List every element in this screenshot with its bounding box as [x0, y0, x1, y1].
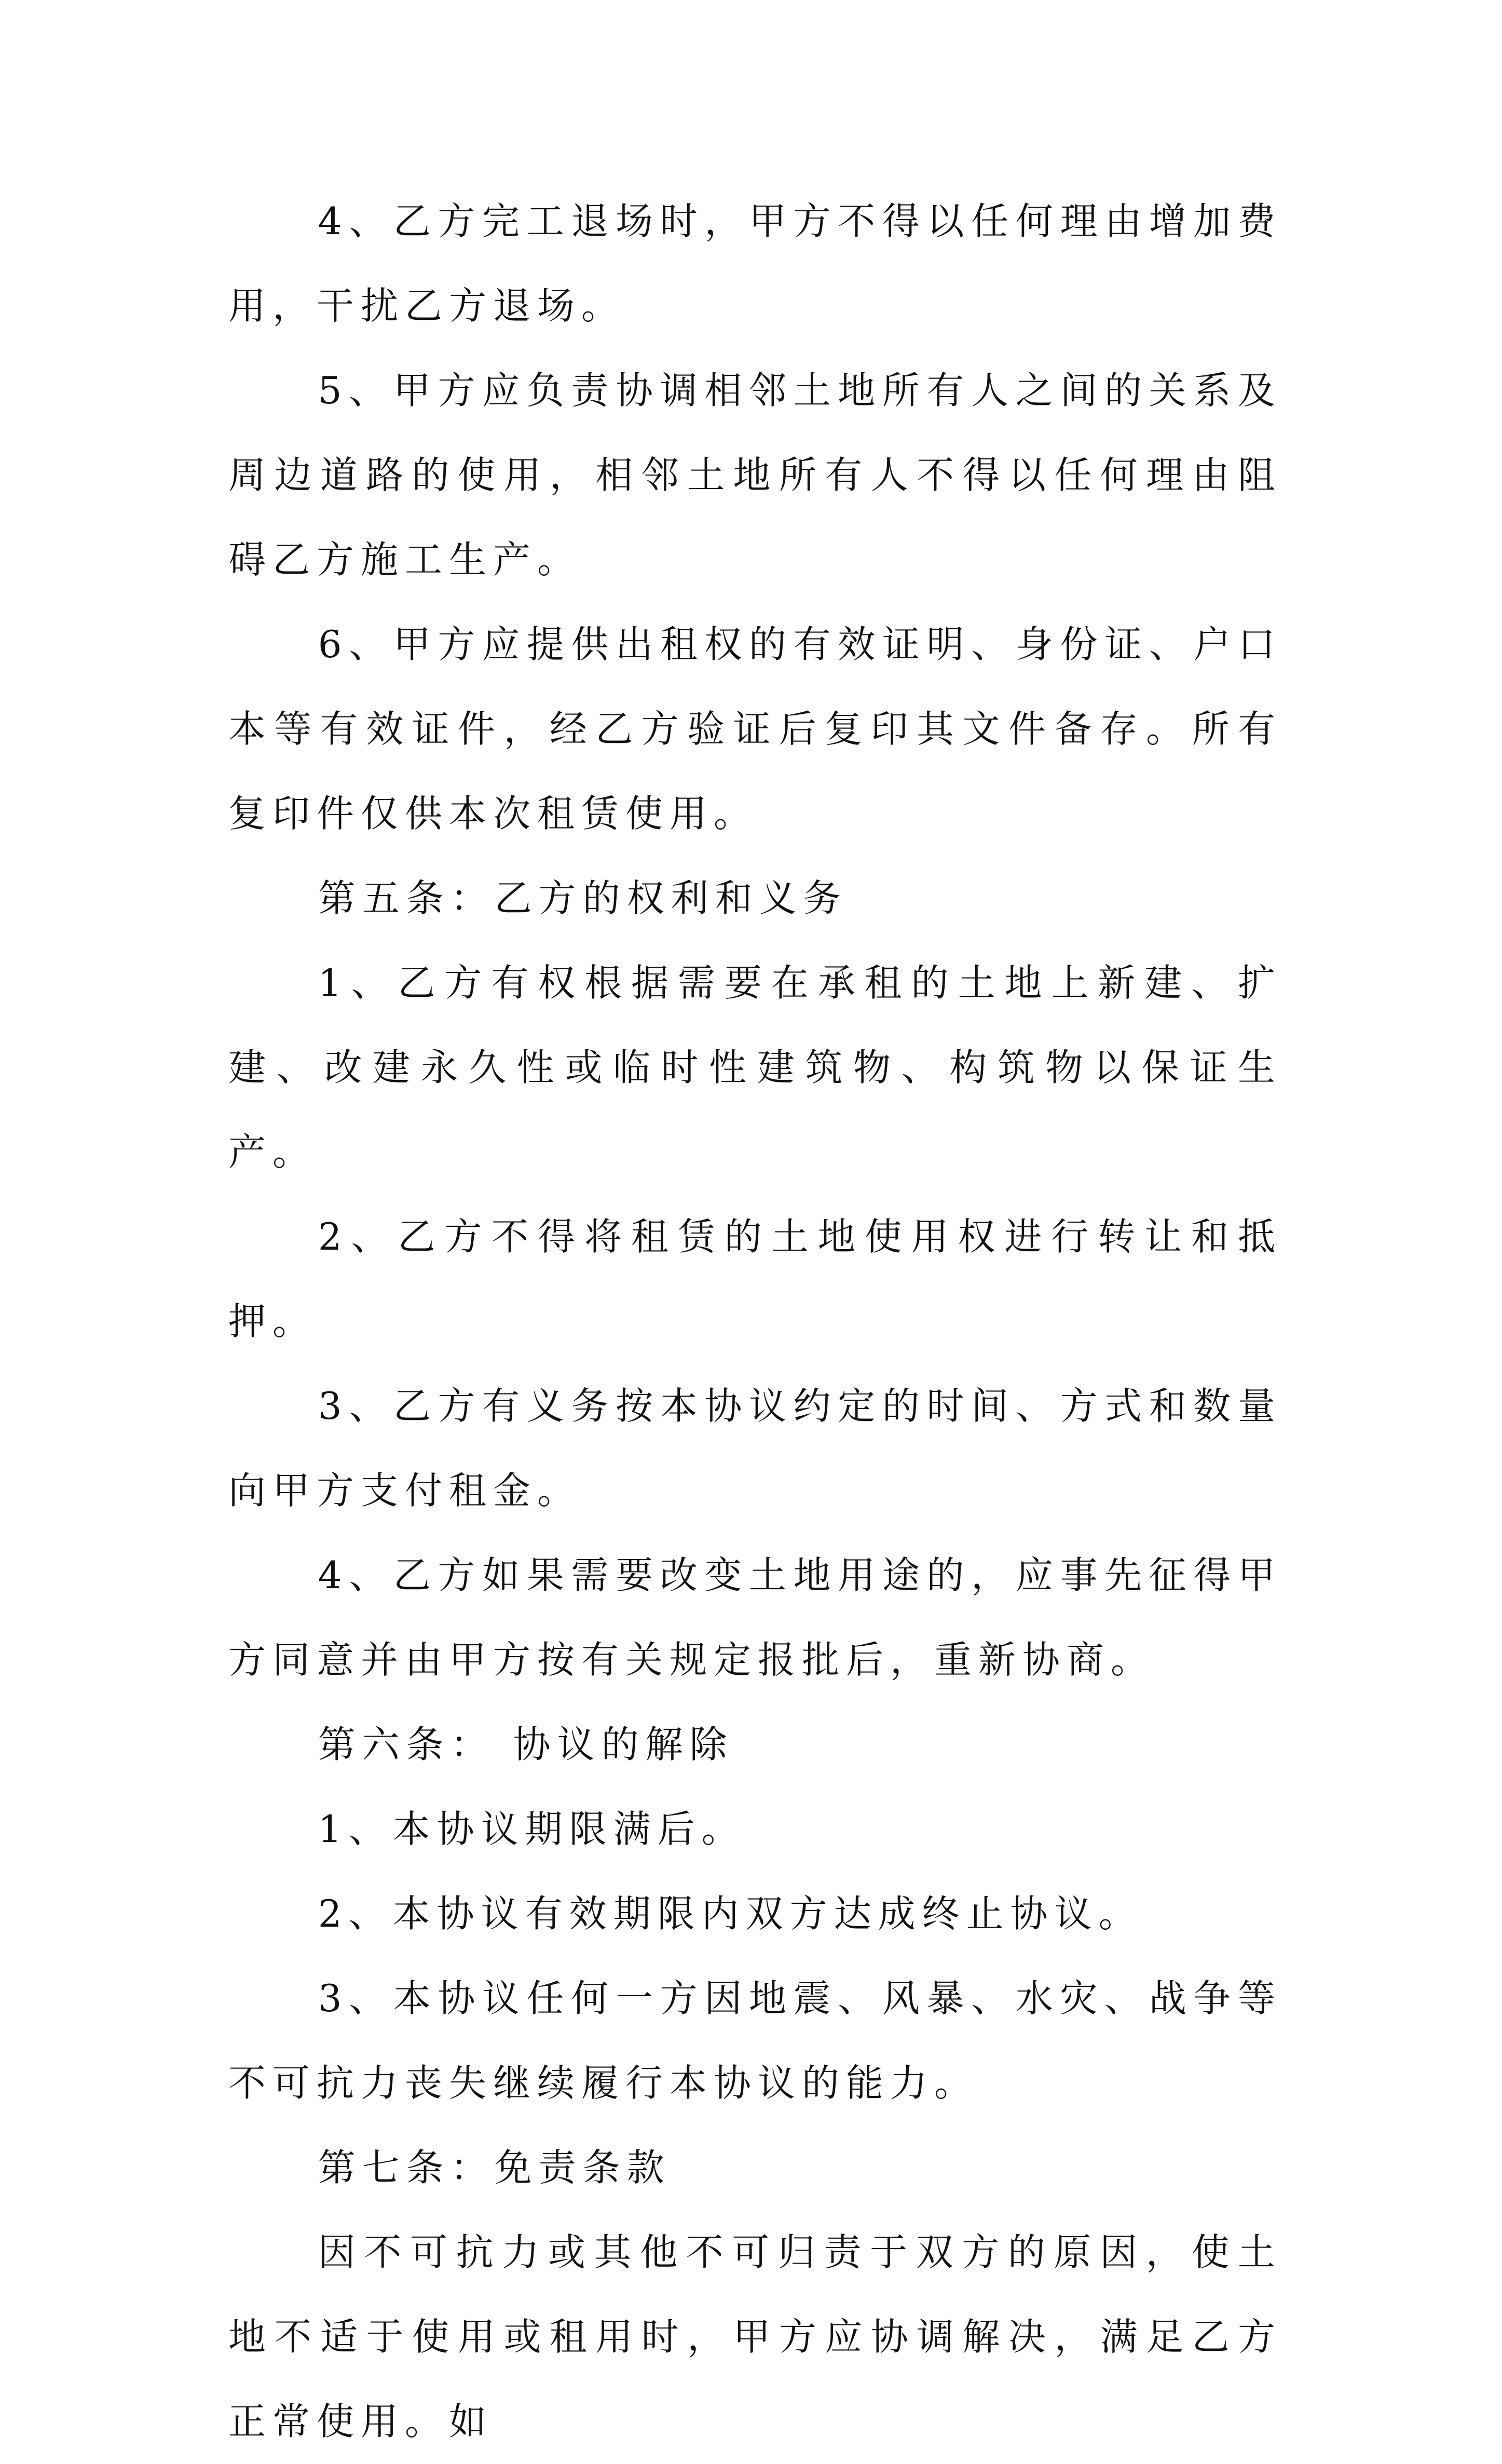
paragraph-clause-5-3: 3、乙方有义务按本协议约定的时间、方式和数量向甲方支付租金。: [228, 1384, 1282, 1512]
paragraph-clause-4-5: 5、甲方应负责协调相邻土地所有人之间的关系及周边道路的使用，相邻土地所有人不得以任何理由阻碍乙方施工生产。: [228, 369, 1282, 581]
paragraph-clause-5-2: 2、乙方不得将租赁的土地使用权进行转让和抵押。: [228, 1215, 1282, 1343]
paragraph-clause-5-1: 1、乙方有权根据需要在承租的土地上新建、扩建、改建永久性或临时性建筑物、构筑物以保证生产。: [228, 961, 1282, 1174]
article-5-heading: 第五条：乙方的权利和义务: [318, 876, 848, 920]
paragraph-clause-6-3: 3、本协议任何一方因地震、风暴、水灾、战争等不可抗力丧失继续履行本协议的能力。: [228, 1976, 1282, 2105]
paragraph-clause-5-4: 4、乙方如果需要改变土地用途的，应事先征得甲方同意并由甲方按有关规定报批后，重新协商。: [228, 1553, 1282, 1682]
article-7-heading: 第七条：免责条款: [318, 2146, 671, 2189]
paragraph-clause-6-1: 1、本协议期限满后。: [318, 1807, 746, 1851]
paragraph-clause-4-6: 6、甲方应提供出租权的有效证明、身份证、户口本等有效证件，经乙方验证后复印其文件备存。所有复印件仅供本次租赁使用。: [228, 622, 1282, 835]
paragraph-clause-4-4: 4、乙方完工退场时，甲方不得以任何理由增加费用，干扰乙方退场。: [228, 199, 1282, 328]
article-6-heading: 第六条： 协议的解除: [318, 1723, 734, 1766]
document-body: [228, 179, 1282, 2464]
paragraph-clause-7-body: 因不可抗力或其他不可归责于双方的原因，使土地不适于使用或租用时，甲方应协调解决，满足乙方正常使用。如: [228, 2230, 1282, 2443]
paragraph-clause-6-2: 2、本协议有效期限内双方达成终止协议。: [318, 1892, 1143, 1935]
